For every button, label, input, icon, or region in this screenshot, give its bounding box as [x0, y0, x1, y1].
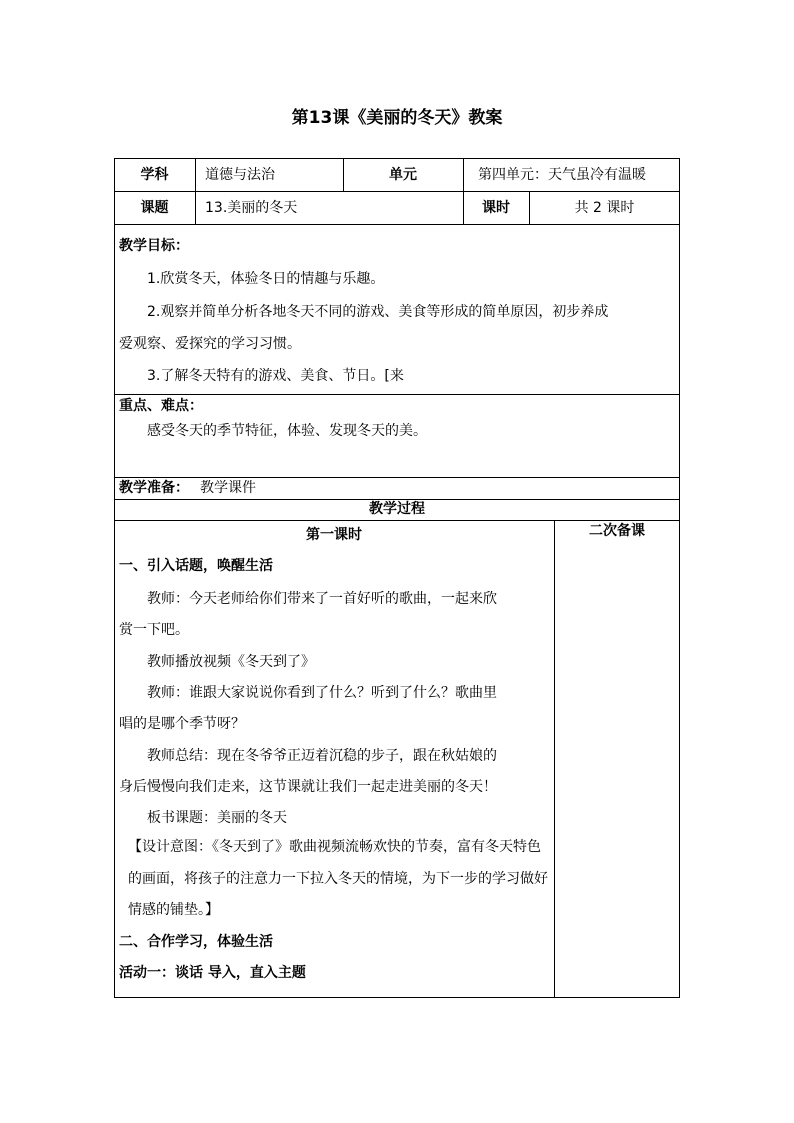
unit-label: 单元 [389, 167, 417, 183]
design-intent: 【设计意图：《冬天到了》歌曲视频流畅欢快的节奏，富有冬天特色的画面，将孩子的注意力一下拉入冬天的情境，为下一步的学习做好情感的铺垫。】 [128, 839, 548, 918]
activity-heading: 活动一：谈话 导入，直入主题 [119, 965, 306, 981]
side-title: 二次备课 [589, 523, 645, 539]
preparation-label: 教学准备： [119, 480, 189, 496]
row-divider [114, 224, 680, 225]
row-divider [114, 191, 680, 192]
section-heading: 一、引入话题，唤醒生活 [119, 558, 273, 574]
page-title: 第13课《美丽的冬天》教案 [291, 108, 503, 128]
process-line: 教师总结：现在冬爷爷正迈着沉稳的步子，跟在秋姑娘的 [147, 748, 497, 764]
subject-label: 学科 [140, 167, 169, 183]
process-line: 教师：谁跟大家说说你看到了什么？听到了什么？歌曲里 [147, 685, 497, 701]
unit-value: 第四单元：天气虽冷有温暖 [478, 167, 646, 183]
col-divider [195, 158, 196, 224]
objectives-heading: 教学目标： [119, 238, 189, 254]
process-line: 教师播放视频《冬天到了》 [147, 654, 315, 670]
topic-label: 课题 [140, 200, 169, 216]
objective-item: 3.了解冬天特有的游戏、美食、节日。[来 [147, 368, 404, 384]
key-points-heading: 重点、难点： [119, 398, 203, 414]
process-line: 赏一下吧。 [119, 622, 189, 638]
objective-item: 1.欣赏冬天，体验冬日的情趣与乐趣。 [147, 271, 385, 287]
objective-item: 爱观察、爱探究的学习习惯。 [119, 336, 301, 352]
hours-value: 共 2 课时 [574, 200, 635, 216]
objective-item: 2.观察并简单分析各地冬天不同的游戏、美食等形成的简单原因，初步养成 [147, 304, 609, 320]
hours-label: 课时 [482, 200, 510, 216]
process-line: 教师：今天老师给你们带来了一首好听的歌曲，一起来欣 [147, 591, 497, 607]
row-divider [114, 394, 680, 395]
process-line: 板书课题：美丽的冬天 [147, 810, 287, 826]
row-divider [114, 477, 680, 478]
section-heading: 二、合作学习，体验生活 [119, 934, 273, 950]
key-points-text: 感受冬天的季节特征，体验、发现冬天的美。 [147, 423, 427, 439]
process-line: 唱的是哪个季节呀？ [119, 716, 245, 732]
process-heading: 教学过程 [369, 501, 425, 517]
topic-value: 13.美丽的冬天 [205, 200, 298, 216]
preparation-value: 教学课件 [200, 480, 256, 496]
session-title: 第一课时 [306, 527, 362, 543]
subject-value: 道德与法治 [205, 167, 275, 183]
process-line: 身后慢慢向我们走来，这节课就让我们一起走进美丽的冬天！ [119, 779, 497, 795]
col-divider [554, 520, 555, 998]
